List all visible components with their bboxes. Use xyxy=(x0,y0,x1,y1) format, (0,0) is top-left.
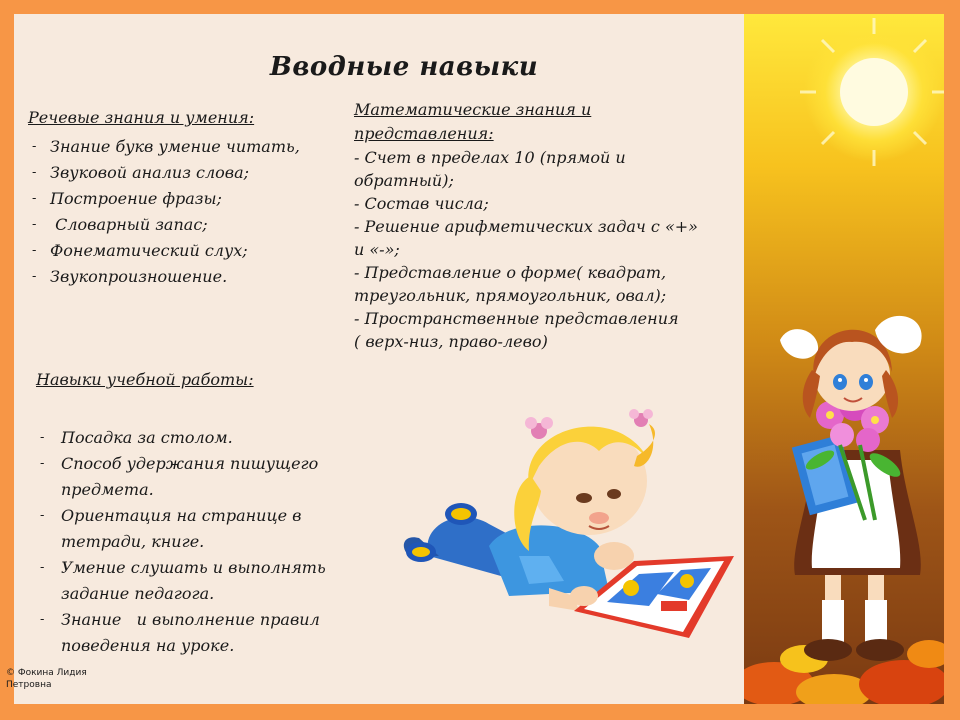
speech-item: - Построение фразы; xyxy=(28,186,348,212)
copyright-line1: © Фокина Лидия xyxy=(6,668,87,678)
math-heading-line1: Математические знания и xyxy=(354,100,592,119)
child-reading-illustration xyxy=(399,406,739,651)
study-item: - Умение слушать и выполнять xyxy=(36,555,356,581)
math-line: - Счет в пределах 10 (прямой и xyxy=(354,148,626,167)
copyright-line2: Петровна xyxy=(6,680,52,690)
speech-heading: Речевые знания и умения: xyxy=(28,108,255,127)
study-item: - Ориентация на странице в xyxy=(36,503,356,529)
math-heading-line2: представления: xyxy=(354,124,494,143)
study-item-continuation: задание педагога. xyxy=(61,584,215,603)
study-item: - Способ удержания пишущего xyxy=(36,451,356,477)
study-item-continuation: предмета. xyxy=(61,480,154,499)
speech-item: - Звукопроизношение. xyxy=(28,264,348,290)
schoolgirl-with-flowers-illustration xyxy=(780,300,950,680)
math-line: треугольник, прямоугольник, овал); xyxy=(354,286,667,305)
math-line: - Пространственные представления xyxy=(354,309,679,328)
speech-section xyxy=(28,106,348,290)
study-item: - Знание и выполнение правил xyxy=(36,607,356,633)
slide-title: Вводные навыки xyxy=(269,52,539,82)
math-line: и «-»; xyxy=(354,240,400,259)
speech-item: - Фонематический слух; xyxy=(28,238,348,264)
speech-list xyxy=(28,134,348,290)
study-heading: Навыки учебной работы: xyxy=(36,370,254,389)
study-list xyxy=(36,425,356,659)
study-item-continuation: поведения на уроке. xyxy=(61,636,235,655)
math-section xyxy=(354,98,724,353)
speech-item: - Звуковой анализ слова; xyxy=(28,160,348,186)
math-line: - Состав числа; xyxy=(354,194,489,213)
math-line: - Представление о форме( квадрат, xyxy=(354,263,667,282)
copyright xyxy=(6,667,106,691)
math-line: - Решение арифметических задач с «+» xyxy=(354,217,698,236)
study-item: - Посадка за столом. xyxy=(36,425,356,451)
study-item-continuation: тетради, книге. xyxy=(61,532,205,551)
speech-item: - Знание букв умение читать, xyxy=(28,134,348,160)
study-section xyxy=(36,370,356,659)
speech-item: - Словарный запас; xyxy=(28,212,348,238)
math-line: обратный); xyxy=(354,171,454,190)
math-line: ( верх-низ, право-лево) xyxy=(354,332,548,351)
